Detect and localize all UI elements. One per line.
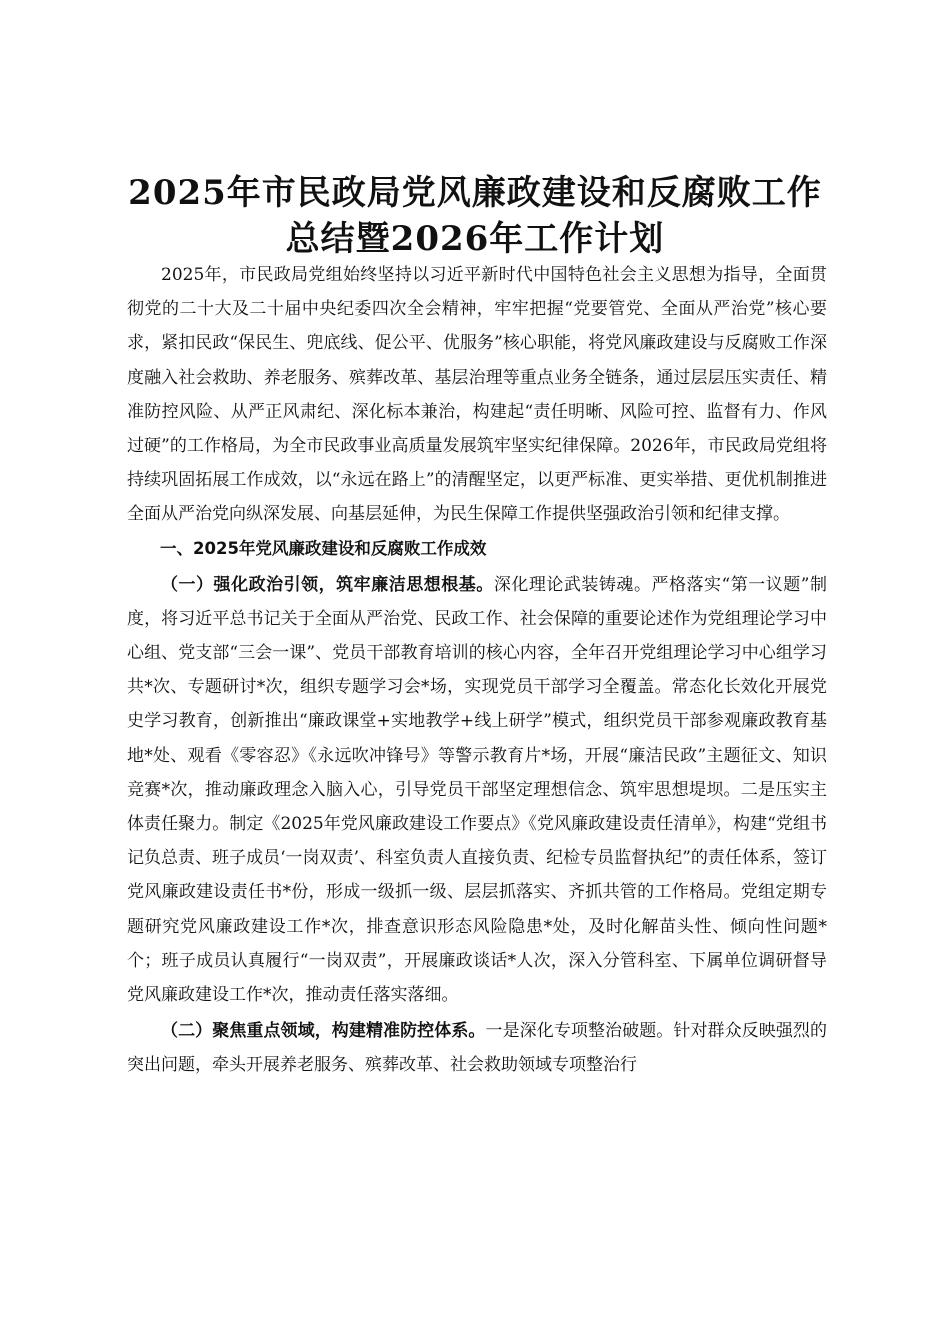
title-line-1: 2025年市民政局党风廉政建设和反腐败工作	[128, 173, 822, 213]
subsection-2-paragraph	[127, 1014, 827, 1082]
subsection-1-text: 深化理论武装铸魂。严格落实“第一议题”制度，将习近平总书记关于全面从严治党、民政工作、社会保障的重要论述作为党组理论学习中心组、党支部“三会一课”、党员干部教育培训的核心内容，全年召开党组理论学习中心组学习共*次、专题研讨*次，组织专题学习会*场，实现党员干部学习全覆盖。常态化长效化开展党史学习教育，创新推出“廉政课堂+实地教学+线上研学”模式，组织党员干部参观廉政教育基地*处、观看《零容忍》《永远吹冲锋号》等警示教育片*场，开展“廉洁民政”主题征文、知识竞赛*次，推动廉政理念入脑入心，引导党员干部坚定理想信念、筑牢思想堤坝。二是压实主体责任聚力。制定《2025年党风廉政建设工作要点》《党风廉政建设责任清单》，构建“党组书记负总责、班子成员‘一岗双责’、科室负责人直接负责、纪检专员监督执纪”的责任体系，签订党风廉政建设责任书*份，形成一级抓一级、层层抓落实、齐抓共管的工作格局。党组定期专题研究党风廉政建设工作*次，排查意识形态风险隐患*处，及时化解苗头性、倾向性问题*个；班子成员认真履行“一岗双责”，开展廉政谈话*人次，深入分管科室、下属单位调研督导党风廉政建设工作*次，推动责任落实落细。	[127, 574, 827, 1006]
subsection-2-lead: （二）聚焦重点领域，构建精准防控体系。	[161, 1021, 486, 1042]
intro-paragraph: 2025年，市民政局党组始终坚持以习近平新时代中国特色社会主义思想为指导，全面贯彻党的二十大及二十届中央纪委四次全会精神，牢牢把握“党要管党、全面从严治党”核心要求，紧扣民政“保民生、兜底线、促公平、优服务”核心职能，将党风廉政建设与反腐败工作深度融入社会救助、养老服务、殡葬改革、基层治理等重点业务全链条，通过层层压实责任、精准防控风险、从严正风肃纪、深化标本兼治，构建起“责任明晰、风险可控、监督有力、作风过硬”的工作格局，为全市民政事业高质量发展筑牢坚实纪律保障。2026年，市民政局党组将持续巩固拓展工作成效，以“永远在路上”的清醒坚定，以更严标准、更实举措、更优机制推进全面从严治党向纵深发展、向基层延伸，为民生保障工作提供坚强政治引领和纪律支撑。	[127, 265, 827, 525]
subsection-1-paragraph	[127, 568, 827, 1013]
document-body	[127, 258, 827, 1083]
document-title	[120, 170, 830, 262]
section-heading-1: 一、2025年党风廉政建设和反腐败工作成效	[160, 538, 487, 558]
subsection-1-lead: （一）强化政治引领，筑牢廉洁思想根基。	[161, 574, 494, 595]
subsection-2-text: 一是深化专项整治破题。针对群众反映强烈的突出问题，牵头开展养老服务、殡葬改革、社会救助领域专项整治行	[127, 1021, 827, 1076]
title-line-2: 总结暨2026年工作计划	[285, 219, 665, 259]
